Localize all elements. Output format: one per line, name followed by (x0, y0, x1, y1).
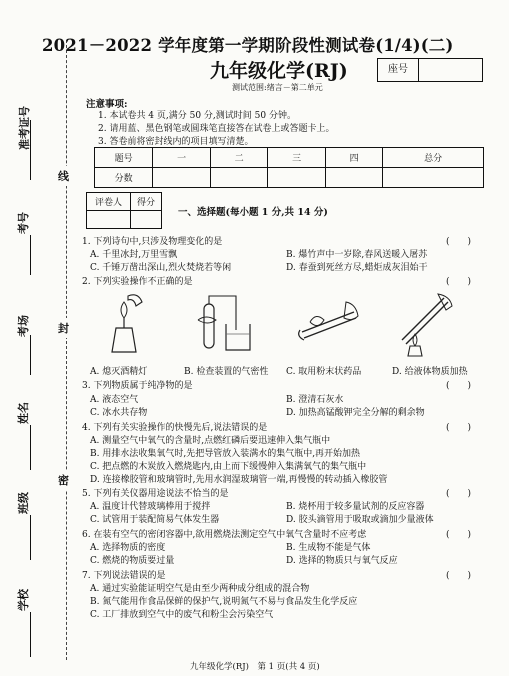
field-line-name (30, 425, 31, 470)
answer-paren[interactable]: ( ) (446, 530, 472, 540)
alcohol-lamp-figure (94, 288, 154, 358)
option: A. 熄灭酒精灯 (90, 367, 148, 377)
seat-number-box (377, 58, 483, 82)
answer-paren[interactable]: ( ) (446, 423, 472, 433)
option: A. 测量空气中氧气的含量时,点燃红磷后要迅速伸入集气瓶中 (90, 436, 331, 446)
score-table (94, 147, 484, 188)
option: C. 把点燃的木炭放入燃烧匙内,由上而下缓慢伸入集满氧气的集气瓶中 (90, 462, 367, 472)
question-stem: 5. 下列有关仪器用途说法不恰当的是 (82, 489, 229, 499)
option: B. 检查装置的气密性 (184, 367, 269, 377)
notice-item: 3. 答卷前将密封线内的项目填写清楚。 (98, 137, 254, 147)
option: C. 千锤万凿出深山,烈火焚烧若等闲 (90, 263, 232, 273)
notice-item: 2. 请用蓝、黑色钢笔或圆珠笔直接答在试卷上或答题卡上。 (98, 124, 335, 134)
option: D. 选择的物质只与氧气反应 (286, 556, 398, 566)
option: A. 选择物质的密度 (90, 543, 166, 553)
option: D. 胶头滴管用于吸取或滴加少量液体 (286, 515, 434, 525)
airtight-check-figure (196, 290, 258, 358)
subject-title: 九年级化学(RJ) (210, 60, 348, 82)
section-title: 一、选择题(每小题 1 分,共 14 分) (178, 207, 328, 218)
score-field[interactable] (210, 168, 268, 188)
option: D. 春蚕到死丝方尽,蜡炬成灰泪始干 (286, 263, 428, 273)
sidebar-label-name: 姓名 (17, 402, 30, 424)
grader-table (86, 192, 162, 229)
seat-value-field[interactable] (419, 59, 482, 81)
score-header-cell: 四 (325, 148, 383, 168)
option: B. 烧杯用于较多量试剂的反应容器 (286, 502, 425, 512)
field-line-school (30, 612, 31, 657)
answer-paren[interactable]: ( ) (446, 277, 472, 287)
page-footer: 九年级化学(RJ) 第 1 页(共 4 页) (190, 662, 320, 672)
score-header-cell: 二 (210, 148, 268, 168)
field-line-class (30, 515, 31, 560)
option: B. 氮气能用作食品保鲜的保护气,说明氮气不易与食品发生化学反应 (90, 597, 358, 607)
option: A. 温度计代替玻璃棒用于搅拌 (90, 502, 211, 512)
question-stem: 7. 下列说法错误的是 (82, 571, 166, 581)
score-field[interactable] (153, 168, 211, 188)
question-stem: 2. 下列实验操作不正确的是 (82, 277, 193, 287)
grader-score-label: 得分 (131, 193, 162, 211)
question-stem: 6. 在装有空气的密闭容器中,欲用燃烧法测定空气中氧气含量时不应考虑 (82, 530, 367, 540)
question-stem: 1. 下列诗句中,只涉及物理变化的是 (82, 237, 223, 247)
score-field[interactable] (325, 168, 383, 188)
field-line-room (30, 335, 31, 375)
field-line-exam-no (30, 235, 31, 275)
option: A. 千里冰封,万里雪飘 (90, 250, 178, 260)
score-header-cell: 一 (153, 148, 211, 168)
seal-char-secret: 密 (58, 470, 69, 490)
option: C. 工厂排放到空气中的废气和粉尘会污染空气 (90, 610, 274, 620)
seal-char-line: 线 (58, 166, 69, 186)
notice-heading: 注意事项: (86, 99, 128, 110)
score-field[interactable] (383, 168, 484, 188)
option: D. 给液体物质加热 (392, 367, 468, 377)
liquid-heating-figure (392, 288, 456, 358)
answer-paren[interactable]: ( ) (446, 489, 472, 499)
option: B. 澄清石灰水 (286, 395, 344, 405)
option: A. 液态空气 (90, 395, 139, 405)
seal-char-seal: 封 (58, 318, 69, 338)
answer-paren[interactable]: ( ) (446, 381, 472, 391)
option: C. 试管用于装配简易气体发生器 (90, 515, 220, 525)
grader-reviewer-field[interactable] (87, 211, 131, 229)
option: B. 生成物不能是气体 (286, 543, 371, 553)
option: C. 冰水共存物 (90, 408, 148, 418)
option: C. 燃烧的物质要过量 (90, 556, 175, 566)
sidebar-label-exam-no: 考号 (17, 212, 30, 234)
answer-paren[interactable]: ( ) (446, 237, 472, 247)
score-field[interactable] (268, 168, 326, 188)
option: B. 爆竹声中一岁除,春风送暖入屠苏 (286, 250, 428, 260)
page-title: 2021－2022 学年度第一学期阶段性测试卷(1/4)(二) (42, 36, 454, 55)
score-row-label: 分数 (95, 168, 153, 188)
test-scope: 测试范围:绪言－第二单元 (232, 83, 323, 92)
option: C. 取用粉末状药品 (286, 367, 362, 377)
option: D. 连接橡胶管和玻璃管时,先用水润湿玻璃管一端,再慢慢的转动插入橡胶管 (90, 475, 388, 485)
option: B. 用排水法收集氧气时,先把导管放入装满水的集气瓶中,再开始加热 (90, 449, 361, 459)
grader-reviewer-label: 评卷人 (87, 193, 131, 211)
sidebar-label-class: 班级 (17, 492, 30, 514)
notice-item: 1. 本试卷共 4 页,满分 50 分,测试时间 50 分钟。 (98, 111, 296, 121)
score-header-cell: 三 (268, 148, 326, 168)
option: A. 通过实验能证明空气是由至少两种成分组成的混合物 (90, 584, 310, 594)
powder-sampling-figure (296, 292, 366, 352)
question-stem: 3. 下列物质属于纯净物的是 (82, 381, 193, 391)
option: D. 加热高锰酸钾完全分解的剩余物 (286, 408, 425, 418)
sidebar-label-room: 考场 (17, 315, 30, 337)
seat-label: 座号 (378, 59, 419, 81)
score-header-cell: 总分 (383, 148, 484, 168)
score-header-cell: 题号 (95, 148, 153, 168)
answer-paren[interactable]: ( ) (446, 571, 472, 581)
sidebar-label-admission: 准考证号 (18, 106, 31, 150)
grader-score-field[interactable] (131, 211, 162, 229)
question-stem: 4. 下列有关实验操作的快慢先后,说法错误的是 (82, 423, 268, 433)
sidebar-label-school: 学校 (17, 589, 30, 611)
seal-line (66, 40, 67, 660)
